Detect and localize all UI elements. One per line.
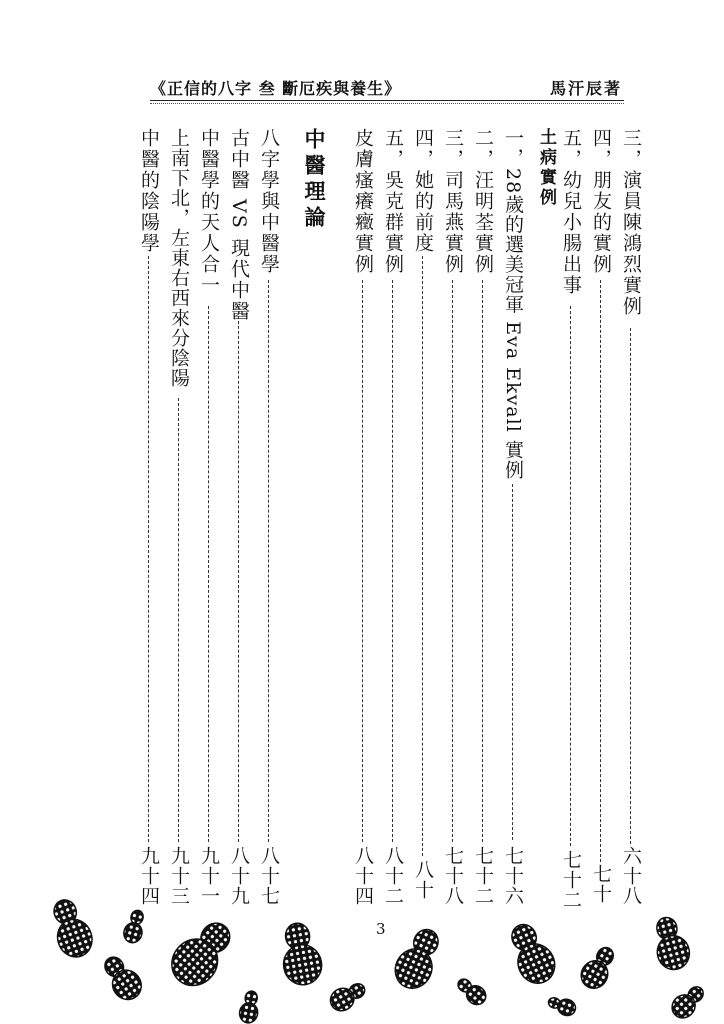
entry-page: 七十二: [560, 850, 582, 910]
entry-page: 七十八: [442, 846, 464, 906]
dot-leader: [422, 256, 423, 856]
toc-entry[interactable]: [166, 128, 192, 910]
toc-entry[interactable]: [500, 128, 526, 910]
entry-page: 六十八: [620, 846, 642, 906]
page-number: 3: [376, 920, 386, 938]
toc-entry[interactable]: [440, 128, 466, 910]
toc-entry[interactable]: [558, 128, 584, 910]
entry-title: 四，她的前度: [412, 128, 434, 254]
section-heading-earth-disease: 土病實例: [536, 128, 556, 208]
entry-page: 八十九: [228, 846, 250, 906]
entry-page: 八十四: [352, 846, 374, 906]
entry-title: 一，28歲的選美冠軍 Eva Ekvall 實例: [502, 128, 524, 480]
entry-title: 二，汪明荃實例: [472, 128, 494, 275]
book-title: 《正信的八字 叁 斷厄疾與養生》: [150, 79, 402, 98]
book-author: 馬汗辰著: [549, 79, 622, 98]
entry-title: 中醫學的天人合一: [198, 128, 220, 296]
dot-leader: [392, 280, 393, 842]
dot-leader: [268, 280, 269, 842]
entry-title: 三，演員陳鴻烈實例: [620, 128, 642, 317]
entry-title: 古中醫 VS 現代中醫: [228, 128, 250, 322]
entry-title: 五，吳克群實例: [382, 128, 404, 275]
section-heading-tcm-theory: 中醫理論: [302, 128, 327, 232]
toc-entry[interactable]: [380, 128, 406, 910]
dot-leader: [362, 280, 363, 842]
entry-title: 四，朋友的實例: [590, 128, 612, 275]
dot-leader: [600, 280, 601, 862]
running-header: [150, 74, 624, 101]
dot-leader: [178, 398, 179, 842]
dot-leader: [630, 328, 631, 844]
dot-leader: [570, 306, 571, 846]
entry-title: 三，司馬燕實例: [442, 128, 464, 275]
entry-page: 九十三: [168, 846, 190, 906]
entry-page: 九十四: [138, 846, 160, 906]
toc-entry[interactable]: [196, 128, 222, 910]
entry-page: 七十六: [502, 846, 524, 906]
gourd-decoration: [0, 880, 724, 1024]
dot-leader: [148, 256, 149, 842]
entry-title: 皮膚瘙癢癥實例: [352, 128, 374, 275]
entry-page: 七十二: [472, 846, 494, 906]
entry-page: 八十七: [258, 846, 280, 906]
dot-leader: [512, 484, 513, 840]
toc-entry[interactable]: [470, 128, 496, 910]
toc-entry[interactable]: [410, 128, 436, 910]
entry-page: 八十二: [382, 846, 404, 906]
entry-page: 七十: [590, 864, 612, 904]
dot-leader: [208, 306, 209, 842]
toc-entry[interactable]: [350, 128, 376, 910]
toc-entry[interactable]: [226, 128, 252, 910]
dot-leader: [238, 306, 239, 842]
toc-entry[interactable]: [588, 128, 614, 910]
entry-title: 八字學與中醫學: [258, 128, 280, 275]
entry-page: 八十: [412, 860, 434, 900]
entry-title: 五，幼兒小腸出事: [560, 128, 582, 296]
dot-leader: [482, 280, 483, 842]
toc-entry[interactable]: [136, 128, 162, 910]
dot-leader: [452, 280, 453, 842]
toc-entry[interactable]: [618, 128, 644, 910]
entry-title: 中醫的陰陽學: [138, 128, 160, 254]
entry-title: 上南下北，左東右西來分陰陽: [168, 128, 190, 388]
header-rule: [150, 103, 624, 104]
entry-page: 九十一: [198, 846, 220, 906]
toc-entry[interactable]: [256, 128, 282, 910]
